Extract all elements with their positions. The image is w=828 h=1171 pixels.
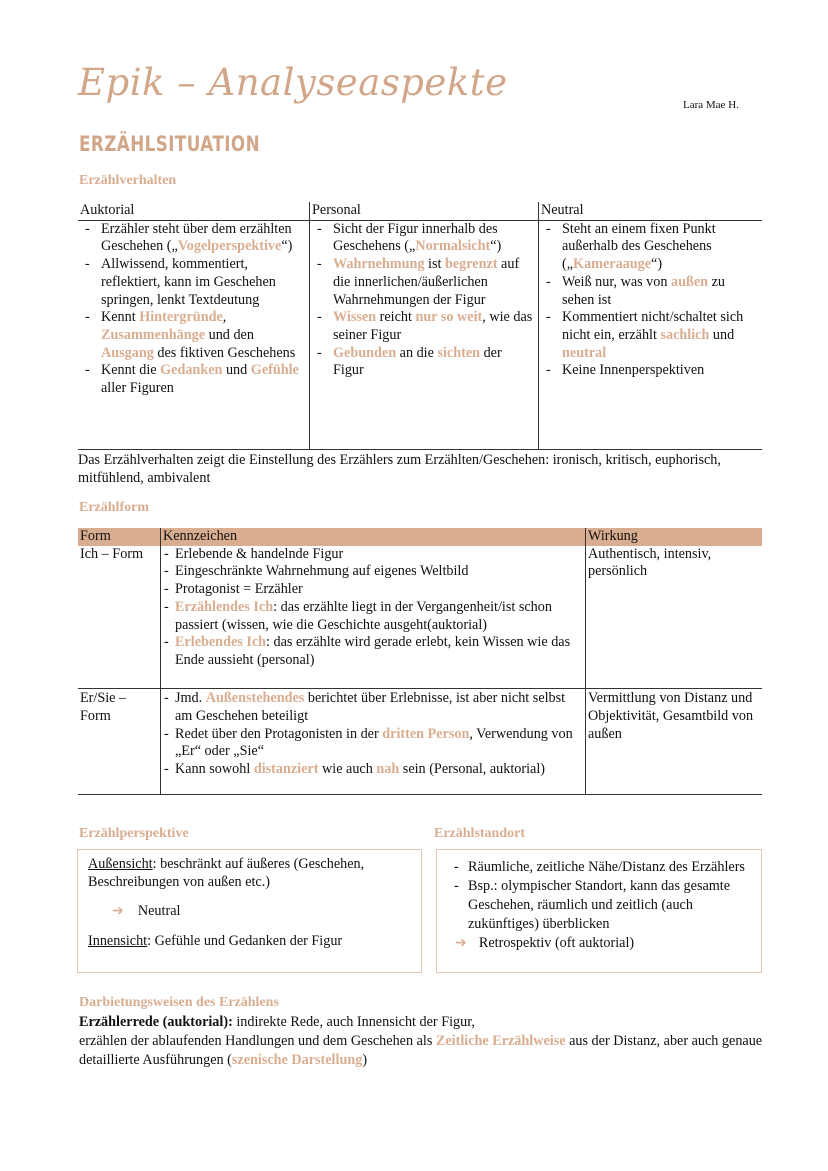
text-segment: auf die innerlichen/äußerlichen Wahrnehmungen der Figur [333,256,520,308]
text-segment: : das erzählte wird gerade erlebt, kein Wissen wie das Ende aussieht (personal) [175,634,571,668]
text-segment: Kennt [101,309,140,326]
highlighted-term: Erlebendes Ich [175,634,267,651]
text-segment: reicht [376,309,416,326]
highlighted-term: Hintergründe [139,309,223,326]
text-segment: zu sehen ist [562,273,726,308]
highlighted-term: szenische Darstellung [231,1052,363,1068]
text-segment: Weiß nur, was von [562,273,672,290]
highlighted-term: distanziert [253,761,319,778]
arrow-icon: ➔ [455,935,467,951]
list-item [163,726,581,761]
highlighted-term: Zusammenhänge [101,326,206,343]
highlighted-term: außen [671,273,709,290]
text-segment: und [222,362,251,379]
text-segment: : das erzählte liegt in der Vergangenheit/ist schon passiert (wissen, wie die Geschichte ausgeht(auktorial) [175,598,552,633]
col-header: Neutral [539,202,763,220]
highlighted-term: Gebunden [333,344,397,361]
list-item [80,256,305,309]
section-heading: ERZÄHLSITUATION [79,132,261,156]
list-item: - Bsp.: olympischer Standort, kann das gesamte Geschehen, räumlich und zeitlich (auch zukünftiges) überblicken [447,877,747,934]
text-segment: , [222,309,227,326]
list-item [312,221,534,256]
list-item [541,362,758,380]
list-item [163,581,581,599]
highlighted-term: Gefühle [250,362,299,379]
text-segment: Jmd. [175,690,206,707]
text-segment: erzählen der ablaufenden Handlungen und dem Geschehen als [79,1033,436,1049]
page-title: Epik – Analyseaspekte [78,61,508,104]
form-cell: Ich – Form [80,545,144,562]
erzaehlverhalten-table [78,202,762,450]
list-item [80,362,305,397]
text-segment: Redet über den Protagonisten in der [175,725,383,742]
list-item [163,761,581,779]
text-segment: “) [651,256,663,273]
author-name: Lara Mae H. [683,99,739,111]
kennzeichen-cell [161,546,586,689]
col-header: Auktorial [78,202,310,220]
list-item [163,563,581,581]
auktorial-cell [78,220,310,449]
erzaehlverhalten-heading: Erzählverhalten [79,173,177,188]
list-item [80,309,305,362]
highlighted-term: begrenzt [444,256,498,273]
highlighted-term: nah [376,761,400,778]
text-segment: der Figur [333,344,502,379]
text-segment: , Verwendung von „Er“ oder „Sie“ [175,725,573,760]
darbietung-heading: Darbietungsweisen des Erzählens [79,995,279,1010]
text-segment: wie auch [318,761,377,778]
text-segment: Erzählerrede (auktorial): [79,1014,233,1030]
erzaehlperspektive-heading: Erzählperspektive [79,826,189,841]
col-header: Wirkung [586,528,763,546]
text-segment: Kommentiert nicht/schaltet sich nicht ein, erzählt [562,309,744,343]
text-segment: sein (Personal, auktorial) [399,761,546,778]
col-header: Personal [310,202,539,220]
highlighted-term: Erzählendes Ich [175,598,274,615]
kennzeichen-cell [161,689,586,795]
retrospektiv-result: Retrospektiv (oft auktorial) [478,935,635,951]
text-segment: Erzähler steht über dem erzählten Geschehen („ [101,220,292,255]
neutral-result: Neutral [137,903,181,920]
personal-cell [310,220,539,449]
list-item [80,221,305,256]
highlighted-term: neutral [562,344,607,361]
list-item [163,546,581,564]
erzaehlverhalten-note: Das Erzählverhalten zeigt die Einstellung des Erzählers zum Erzählten/Geschehen: ironisch, kritisch, euphorisch, mitfühlend, ambivalent [78,452,721,486]
highlighted-term: dritten Person [382,725,470,742]
highlighted-term: Wissen [333,309,377,326]
form-cell: Er/Sie – Form [80,690,127,724]
erzaehlform-table [78,528,762,795]
text-segment: ) [362,1052,368,1068]
erzaehlperspektive-box [77,849,422,973]
text-segment: Protagonist = Erzähler [175,581,303,598]
highlighted-term: Normalsicht [415,238,491,255]
text-segment: aus der Distanz, aber auch genaue detaillierte Ausführungen ( [79,1033,763,1068]
aussensicht-label: Außensicht [88,856,153,872]
text-segment: Erlebende & handelnde Figur [175,545,344,562]
text-segment: Kennt die [101,362,161,379]
innensicht-text: : Gefühle und Gedanken der Figur [147,933,343,950]
highlighted-term: Wahrnehmung [333,256,425,273]
neutral-cell [539,220,763,449]
highlighted-term: Vogelperspektive [177,238,282,255]
text-segment: Allwissend, kommentiert, reflektiert, kann im Geschehen springen, lenkt Textdeutung [101,256,276,308]
highlighted-term: Zeitliche Erzählweise [435,1033,566,1049]
list-item [312,345,534,380]
text-segment: Steht an einem fixen Punkt außerhalb des Geschehens („ [562,220,716,273]
darbietung-text [79,1013,779,1070]
text-segment: Sicht der Figur innerhalb des Geschehens („ [333,220,498,255]
text-segment: des fiktiven Geschehens [153,344,296,361]
highlighted-term: Gedanken [160,362,223,379]
highlighted-term: Außenstehendes [205,690,305,707]
list-item [163,634,581,669]
highlighted-term: nur so weit [415,309,483,326]
text-segment: Eingeschränkte Wahrnehmung auf eigenes Weltbild [175,563,469,580]
text-segment: aller Figuren [101,380,174,397]
text-segment: “) [490,238,502,255]
list-item: - Räumliche, zeitliche Nähe/Distanz des Erzählers [447,858,747,877]
text-segment: berichtet über Erlebnisse, ist aber nicht selbst am Geschehen beteiligt [175,690,566,724]
list-item [541,309,758,362]
erzaehlform-heading: Erzählform [79,500,149,515]
erzaehlstandort-heading: Erzählstandort [434,826,525,841]
highlighted-term: sachlich [660,326,710,343]
list-item [163,690,581,725]
innensicht-label: Innensicht [88,933,148,950]
col-header: Form [80,528,111,544]
col-header: Kennzeichen [161,528,586,546]
text-segment: und [709,326,735,343]
text-segment: an die [396,344,438,361]
aussensicht-text: : beschränkt auf äußeres (Geschehen, Beschreibungen von außen etc.) [88,856,365,890]
list-item [163,599,581,634]
list-item [312,309,534,344]
text-segment: Kann sowohl [175,761,254,778]
highlighted-term: Kameraauge [573,256,652,273]
text-segment: , wie das seiner Figur [333,309,533,343]
list-item [541,274,758,309]
arrow-icon: ➔ [112,903,124,920]
text-segment: “) [281,238,293,255]
text-segment: und den [205,326,254,343]
text-segment: Keine Innenperspektiven [562,362,705,379]
list-item [541,221,758,274]
erzaehlstandort-box [436,849,762,973]
highlighted-term: Ausgang [101,344,154,361]
list-item [312,256,534,309]
highlighted-term: sichten [437,344,481,361]
wirkung-cell: Authentisch, intensiv, persönlich [586,546,763,689]
wirkung-cell: Vermittlung von Distanz und Objektivität, Gesamtbild von außen [586,689,763,795]
text-segment: ist [424,256,445,273]
text-segment: indirekte Rede, auch Innensicht der Figur, [232,1014,475,1030]
